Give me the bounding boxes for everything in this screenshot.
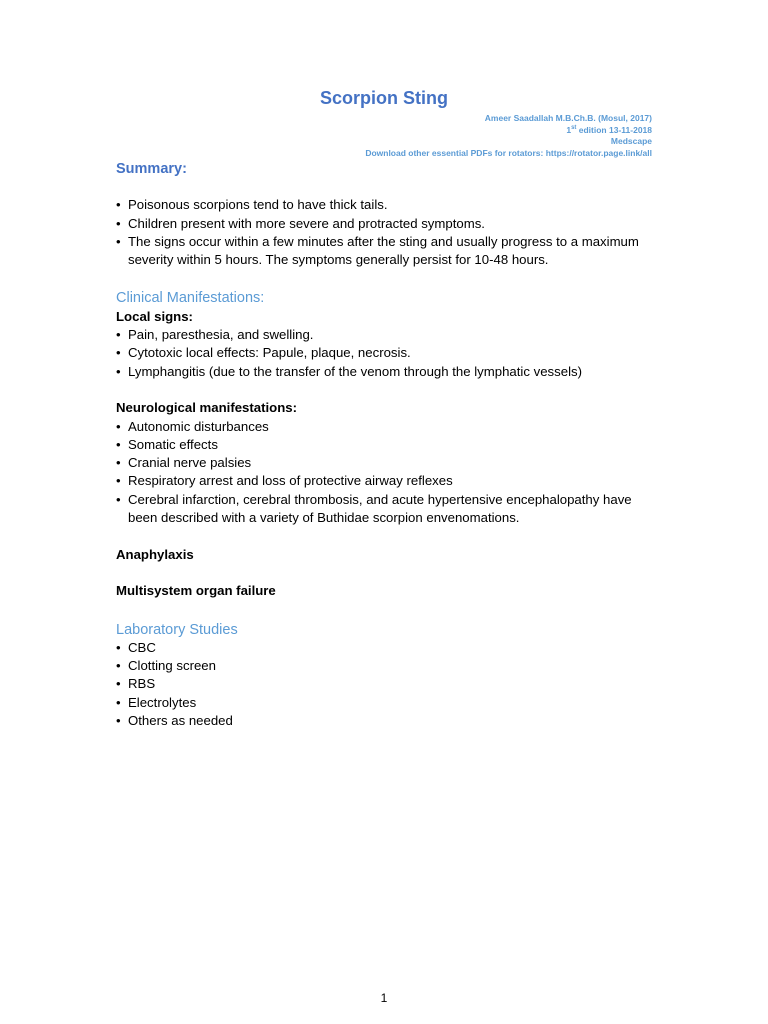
bullet-icon: •: [116, 363, 121, 379]
page-number: 1: [380, 991, 388, 1005]
spacer: [116, 381, 656, 399]
multisystem-heading: Multisystem organ failure: [116, 583, 276, 599]
bullet-icon: •: [116, 491, 121, 507]
edition-ordinal: st: [571, 124, 577, 131]
bullet-icon: •: [116, 436, 121, 452]
list-item: [116, 454, 656, 472]
list-item: [116, 491, 656, 528]
list-item: [116, 694, 656, 712]
bullet-icon: •: [116, 455, 121, 471]
list-item-text: Children present with more severe and protracted symptoms.: [128, 215, 485, 231]
list-item: [116, 712, 656, 730]
bullet-icon: •: [116, 658, 121, 674]
list-item: [116, 436, 656, 454]
list-item-text: Somatic effects: [128, 436, 218, 452]
bullet-icon: •: [116, 694, 121, 710]
list-item: [116, 472, 656, 490]
bullet-icon: •: [116, 713, 121, 729]
list-item-text: Poisonous scorpions tend to have thick tails.: [128, 197, 388, 213]
edition-line: [365, 125, 652, 137]
edition-date: edition 13-11-2018: [576, 124, 652, 135]
bullet-icon: •: [116, 233, 121, 249]
list-item-text: Electrolytes: [128, 694, 197, 710]
list-item-text: Autonomic disturbances: [128, 418, 269, 434]
local-signs-list: [116, 326, 656, 381]
list-item-text: Cytotoxic local effects: Papule, plaque, necrosis.: [128, 345, 411, 361]
download-line: Download other essential PDFs for rotators: https://rotator.page.link/all: [365, 147, 652, 158]
list-item: [116, 657, 656, 675]
list-item: [116, 363, 656, 381]
list-item: [116, 639, 656, 657]
bullet-icon: •: [116, 327, 121, 343]
list-item-text: Cranial nerve palsies: [128, 455, 252, 471]
list-item: [116, 418, 656, 436]
list-item: [116, 326, 656, 344]
bullet-icon: •: [116, 676, 121, 692]
clinical-heading: Clinical Manifestations:: [116, 290, 265, 307]
list-item-text: RBS: [128, 676, 156, 692]
source-line: Medscape: [610, 136, 652, 147]
bullet-icon: •: [116, 473, 121, 489]
list-item: [116, 196, 656, 214]
bullet-icon: •: [116, 197, 121, 213]
lab-heading: Laboratory Studies: [116, 621, 238, 638]
bullet-icon: •: [116, 215, 121, 231]
lab-list: [116, 639, 656, 730]
neuro-list: [116, 418, 656, 528]
list-item-text: The signs occur within a few minutes after the sting and usually progress to a maximum severity within 5 hours. The symptoms generally persist for 10-48 hours.: [128, 233, 639, 268]
list-item-text: Lymphangitis (due to the transfer of the venom through the lymphatic vessels): [128, 363, 582, 379]
bullet-icon: •: [116, 418, 121, 434]
neuro-heading: Neurological manifestations:: [116, 400, 297, 416]
list-item-text: Cerebral infarction, cerebral thrombosis, and acute hypertensive encephalopathy have been described with a variety of Buthidae scorpion envenomations.: [128, 491, 632, 526]
list-item: [116, 344, 656, 362]
list-item-text: Clotting screen: [128, 658, 216, 674]
spacer: [116, 564, 656, 582]
list-item-text: Respiratory arrest and loss of protective airway reflexes: [128, 473, 453, 489]
list-item-text: Others as needed: [128, 713, 233, 729]
list-item: [116, 675, 656, 693]
document-title: Scorpion Sting: [320, 88, 448, 108]
list-item: [116, 233, 656, 270]
edition-number: 1: [566, 124, 572, 135]
summary-heading: Summary:: [116, 161, 187, 177]
author-line: Ameer Saadallah M.B.Ch.B. (Mosul, 2017): [484, 113, 652, 123]
list-item-text: CBC: [128, 639, 156, 655]
list-item: [116, 215, 656, 233]
document-meta: [365, 113, 652, 159]
document-content: [116, 160, 656, 730]
local-signs-heading: Local signs:: [116, 308, 193, 324]
bullet-icon: •: [116, 345, 121, 361]
spacer: [116, 527, 656, 545]
list-item-text: Pain, paresthesia, and swelling.: [128, 327, 314, 343]
summary-list: [116, 196, 656, 269]
bullet-icon: •: [116, 639, 121, 655]
anaphylaxis-heading: Anaphylaxis: [116, 546, 194, 562]
